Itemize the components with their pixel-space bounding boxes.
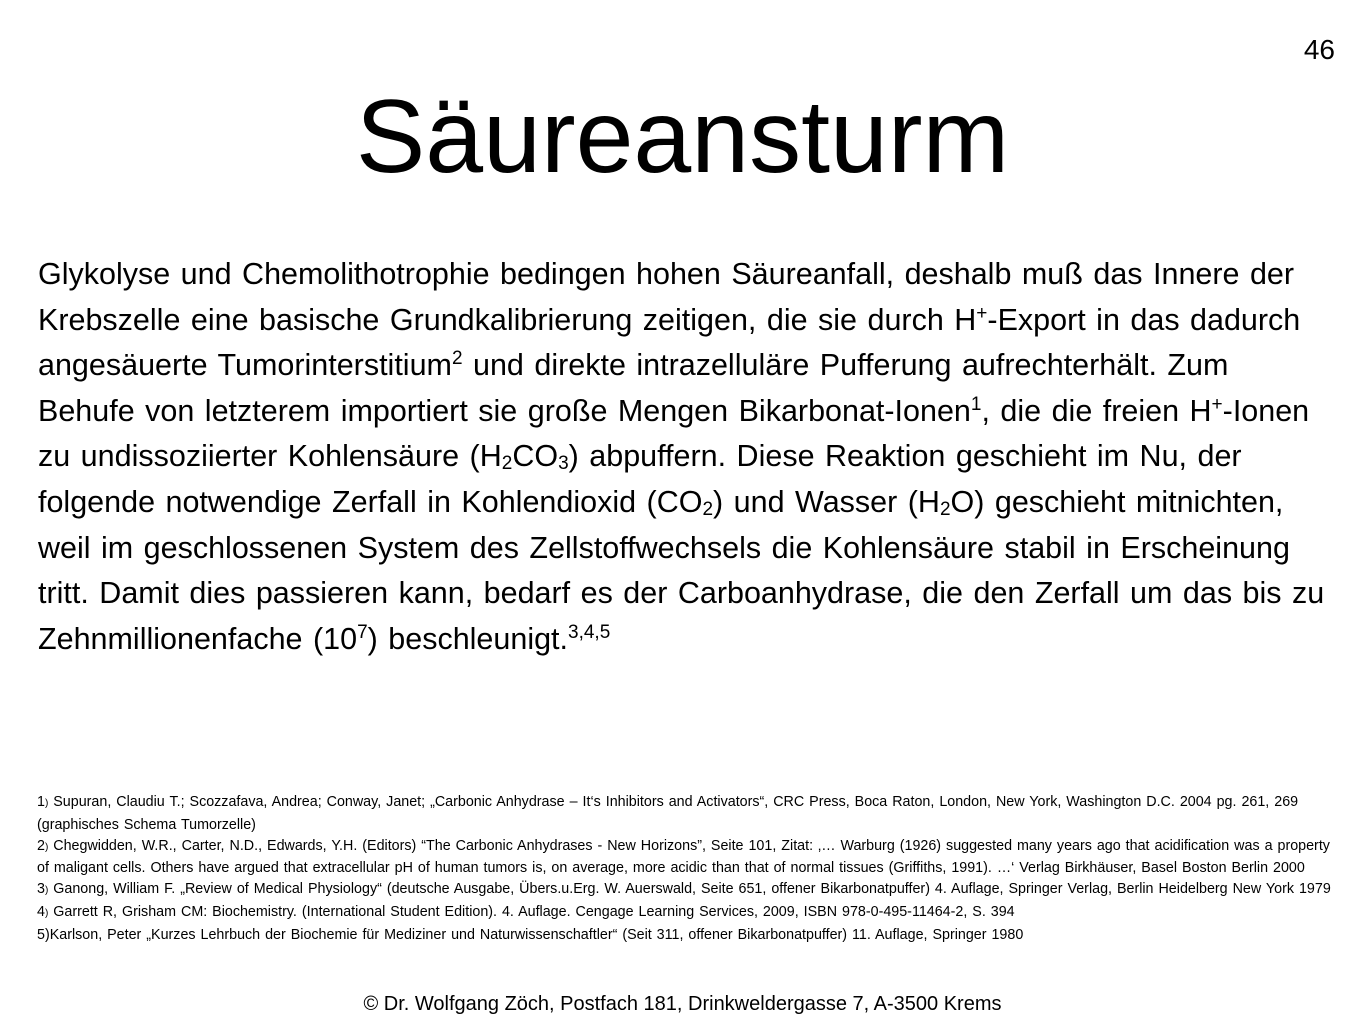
footnote-text: Ganong, William F. „Review of Medical Physiology“ (deutsche Ausgabe, Übers.u.Erg. W. Auerswald, Seite 651, offener Bikarbonatpuffer) 4. Auflage, Springer Verlag, Berlin Heidelberg New York 1979 bbox=[48, 881, 1331, 898]
footnote-text: Supuran, Claudiu T.; Scozzafava, Andrea; Conway, Janet; „Carbonic Anhydrase – It‘s Inhibitors and Activators“, CRC Press, Boca Raton, London, New York, Washington D.C. 2004 pg. 261, 269 (graphisches Schema Tumorzelle) bbox=[37, 794, 1299, 833]
body-text-segment: Glykolyse und Chemolithotrophie bedingen hohen Säureanfall, deshalb muß das Innere der Krebszelle eine basische Grundkalibrierung zeitigen, die sie durch H bbox=[38, 257, 1295, 337]
page-title: Säureansturm bbox=[355, 79, 1010, 195]
body-text-segment: -Ionen zu undissoziierter Kohlensäure (H bbox=[38, 393, 1310, 474]
footnote bbox=[37, 879, 1331, 902]
subscript: 3 bbox=[558, 453, 569, 475]
reference-marker: 2 bbox=[451, 348, 463, 370]
subscript: 2 bbox=[702, 498, 714, 520]
footnote bbox=[37, 925, 1331, 948]
footnote-number: 1) bbox=[37, 794, 49, 810]
exponent: 7 bbox=[357, 621, 368, 643]
reference-marker: 3,4,5 bbox=[568, 621, 611, 643]
page-number: 46 bbox=[1303, 34, 1335, 65]
footnote bbox=[37, 836, 1331, 880]
copyright-footer: © Dr. Wolfgang Zöch, Postfach 181, Drinkweldergasse 7, A-3500 Krems bbox=[363, 993, 1002, 1015]
superscript-plus: + bbox=[976, 302, 988, 324]
body-text-segment: CO bbox=[512, 439, 559, 474]
body-text-segment: ) geschieht mitnichten, weil im geschlossenen System des Zellstoffwechsels die Kohlensäure stabil in Erscheinung tritt. Damit dies passieren kann, bedarf es der Carboanhydrase, die den Zerfall um das bis zu Zehnmillionenfache (10 bbox=[38, 484, 1325, 656]
footnote bbox=[37, 902, 1331, 925]
footnote-text: Karlson, Peter „Kurzes Lehrbuch der Biochemie für Mediziner und Naturwissenschaftler“ (Seit 311, offener Bikarbonatpuffer) 11. Auflage, Springer 1980 bbox=[49, 926, 1024, 943]
footnote-text: Chegwidden, W.R., Carter, N.D., Edwards, Y.H. (Editors) “The Carbonic Anhydrases - New Horizons”, Seite 101, Zitat: ‚… Warburg (1926) suggested many years ago that acidification was a property of maligant cells. Others have argued that extracellular pH of human tumors is, on average, more acidic than that of normal tissues (Griffiths, 1991). …‘ Verlag Birkhäuser, Basel Boston Berlin 2000 bbox=[37, 837, 1330, 877]
footnote-number: 5) bbox=[37, 926, 50, 943]
body-text-segment: und direkte intrazelluläre Pufferung aufrechterhält. Zum Behufe von letzterem importiert sie große Mengen Bikarbonat-Ionen bbox=[38, 348, 1229, 428]
reference-marker: 1 bbox=[970, 393, 982, 415]
subscript: 2 bbox=[501, 453, 513, 475]
body-text-segment: , die die freien H bbox=[981, 393, 1212, 428]
footnote-number: 4) bbox=[37, 903, 49, 920]
superscript-plus: + bbox=[1211, 393, 1223, 415]
footnote-text: Garrett R, Grisham CM: Biochemistry. (International Student Edition). 4. Auflage. Cengage Learning Services, 2009, ISBN 978-0-495-11464-2, S. 394 bbox=[48, 903, 1015, 920]
body-text-segment: ) und Wasser (H bbox=[713, 484, 940, 519]
footnote-number: 2) bbox=[37, 837, 49, 854]
footnote-number: 3) bbox=[37, 881, 49, 898]
subscript: 2 bbox=[939, 498, 951, 520]
footnotes bbox=[37, 792, 1331, 948]
body-text-segment: ) abpuffern. Diese Reaktion geschieht im Nu, der folgende notwendige Zerfall in Kohlendioxid (CO bbox=[38, 439, 1242, 519]
body-text-segment: -Export in das dadurch angesäuerte Tumorinterstitium bbox=[38, 302, 1301, 383]
body-paragraph bbox=[38, 252, 1330, 662]
body-text-segment: ) beschleunigt. bbox=[367, 621, 569, 656]
footnote bbox=[37, 792, 1331, 836]
body-text-segment: O bbox=[950, 484, 975, 519]
